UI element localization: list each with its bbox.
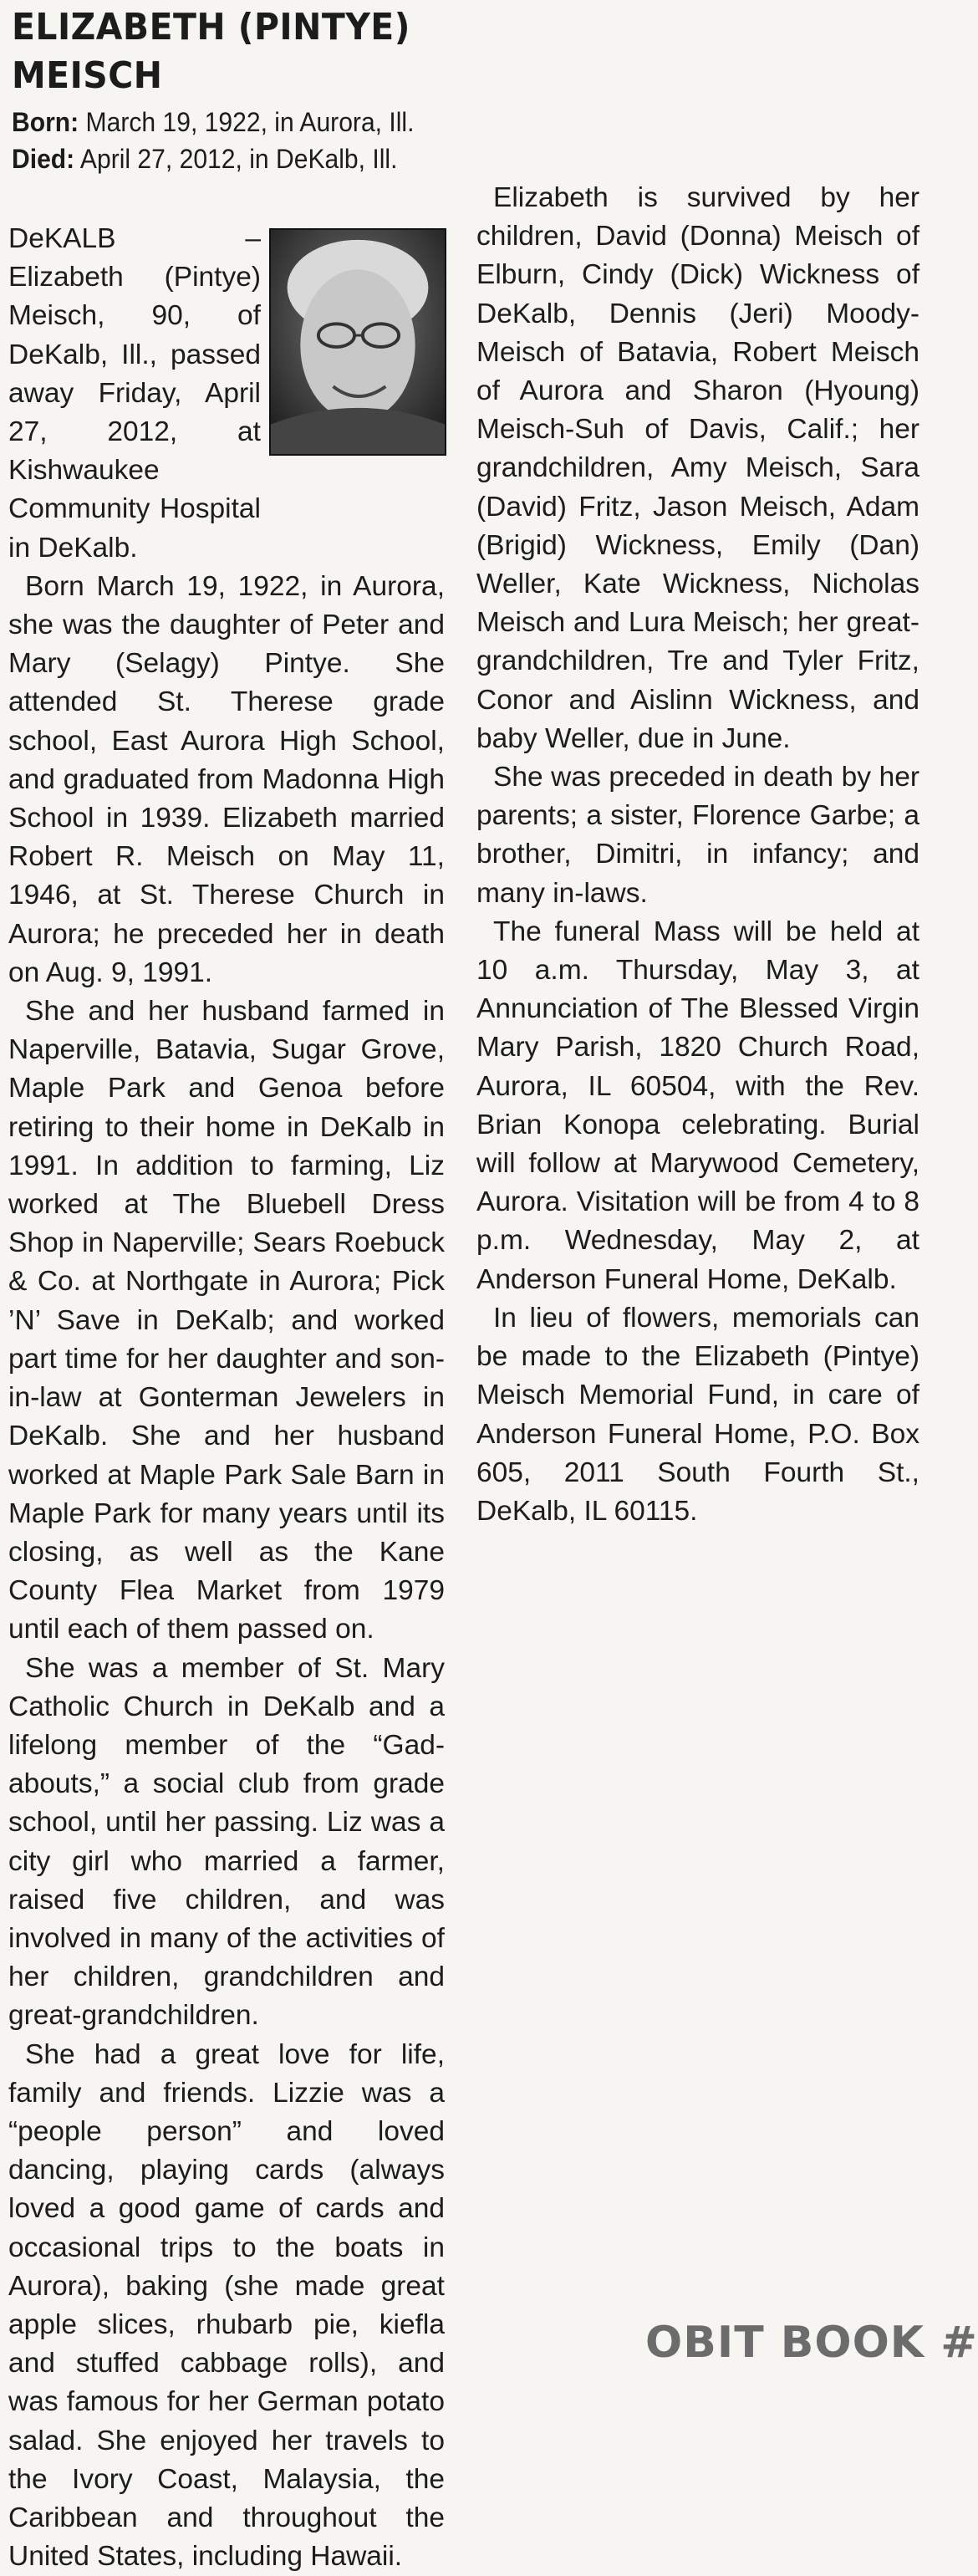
column-right — [476, 179, 919, 1531]
obituary-name — [12, 3, 431, 100]
intro-paragraph: DeKALB – Elizabeth (Pintye) Meisch, 90, of DeKalb, Ill., passed away Friday, April 27, 2012, at Kishwaukee Community Hospital in DeKalb. — [8, 223, 261, 564]
born-text: March 19, 1922, in Aurora, Ill. — [85, 107, 415, 137]
paragraph-work: She and her husband farmed in Naperville, Batavia, Sugar Grove, Maple Park and Genoa before retiring to their home in DeKalb in 1991. In addition to farming, Liz worked at The Bluebell Dress Shop in Naperville; Sears Roebuck & Co. at Northgate in Aurora; Pick ’N’ Save in DeKalb; and worked part time for her daughter and son-in-law at Gonterman Jewelers in DeKalb. She and her husband worked at Maple Park Sale Barn in Maple Park for many years until its closing, as well as the Kane County Flea Market from 1979 until each of them passed on. — [8, 996, 445, 1645]
died-line — [12, 140, 451, 177]
column-left — [8, 220, 445, 2576]
paragraph-church: She was a member of St. Mary Catholic Church in DeKalb and a lifelong member of the “Gad-abouts,” a social club from grade school, until her passing. Liz was a city girl who married a farmer, raised five children, and was involved in many of the activities of her children, grandchildren and great-grandchildren. — [8, 1652, 445, 2032]
died-label: Died: — [12, 144, 75, 174]
born-line — [12, 104, 451, 140]
name-line-2: MEISCH — [12, 54, 163, 97]
born-label: Born: — [12, 107, 79, 137]
obit-book-stamp: OBIT BOOK # — [645, 2318, 978, 2368]
paragraph-funeral: The funeral Mass will be held at 10 a.m. Thursday, May 3, at Annunciation of The Blessed Virgin Mary Parish, 1820 Church Road, Aurora, IL 60504, with the Rev. Brian Konopa celebrating. Burial will follow at Marywood Cemetery, Aurora. Visitation will be from 4 to 8 p.m. Wednesday, May 2, at Anderson Funeral Home, DeKalb. — [476, 916, 919, 1295]
paragraph-hobbies: She had a great love for life, family and friends. Lizzie was a “people person” and loved dancing, playing cards (always loved a good game of cards and occasional trips to the boats in Aurora), baking (she made great apple slices, rhubarb pie, kiefla and stuffed cabbage rolls), and was famous for her German potato salad. She enjoyed her travels to the Ivory Coast, Malaysia, the Caribbean and throughout the United States, including Hawaii. — [8, 2038, 445, 2573]
paragraph-preceded: She was preceded in death by her parents; a sister, Florence Garbe; a brother, Dimitri, in infancy; and many in-laws. — [476, 762, 919, 909]
died-text: April 27, 2012, in DeKalb, Ill. — [79, 144, 398, 174]
paragraph-survivors: Elizabeth is survived by her children, David (Donna) Meisch of Elburn, Cindy (Dick) Wickness of DeKalb, Dennis (Jeri) Moody-Meisch of Batavia, Robert Meisch of Aurora and Sharon (Hyoung) Meisch-Suh of Davis, Calif.; her grandchildren, Amy Meisch, Sara (David) Fritz, Jason Meisch, Adam (Brigid) Wickness, Emily (Dan) Weller, Kate Wickness, Nicholas Meisch and Lura Meisch; her great-grandchildren, Tre and Tyler Fritz, Conor and Aislinn Wickness, and baby Weller, due in June. — [476, 182, 919, 754]
name-line-1: ELIZABETH (PINTYE) — [12, 6, 410, 48]
paragraph-memorials: In lieu of flowers, memorials can be made to the Elizabeth (Pintye) Meisch Memorial Fund, in care of Anderson Funeral Home, P.O. Box 605, 2011 South Fourth St., DeKalb, IL 60115. — [476, 1302, 919, 1527]
paragraph-birth: Born March 19, 1922, in Aurora, she was the daughter of Peter and Mary (Selagy) Pintye. She attended St. Therese grade school, East Aurora High School, and graduated from Madonna High School in 1939. Elizabeth married Robert R. Meisch on May 11, 1946, at St. Therese Church in Aurora; he preceded her in death on Aug. 9, 1991. — [8, 570, 445, 988]
